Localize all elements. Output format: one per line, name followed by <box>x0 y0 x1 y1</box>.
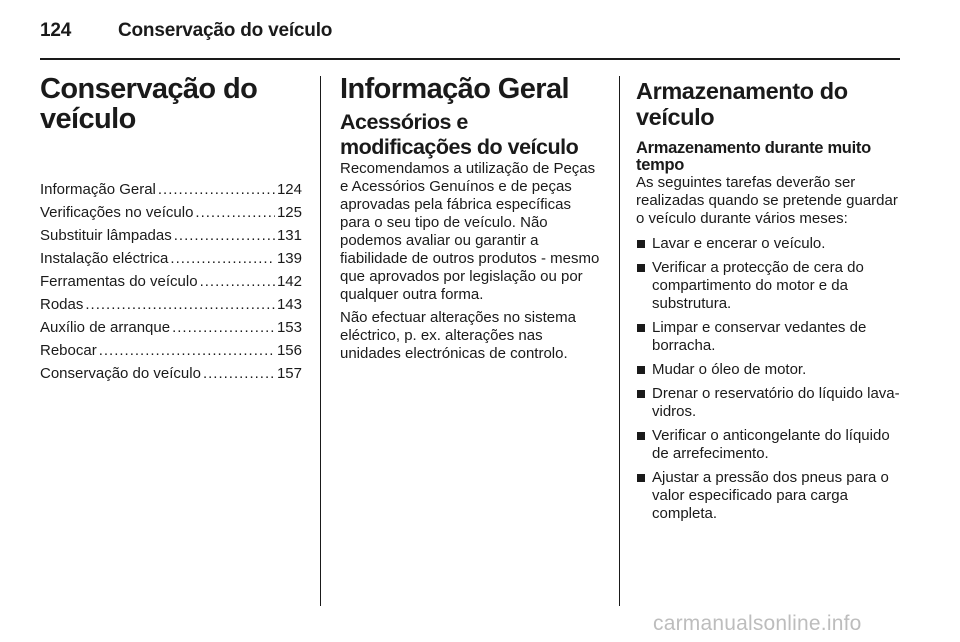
toc-leader <box>170 247 275 270</box>
chapter-title: Conservação do veículo <box>40 73 258 135</box>
column-divider-right <box>619 76 620 606</box>
toc-leader <box>172 316 275 339</box>
list-item <box>636 469 900 523</box>
toc-label: Conservação do veículo <box>40 365 201 382</box>
task-list <box>636 235 900 523</box>
toc-page: 139 <box>276 250 302 267</box>
bullet-square-icon <box>637 366 645 374</box>
toc-page: 142 <box>276 273 302 290</box>
bullet-square-icon <box>637 264 645 272</box>
column-contents <box>40 74 302 401</box>
bullet-square-icon <box>637 432 645 440</box>
toc-page: 131 <box>276 227 302 244</box>
intro-paragraph: As seguintes tarefas deverão ser realizadas quando se pretende guardar o veículo durante vários meses: <box>636 174 898 227</box>
subsection-title: Acessórios e modificações do veículo <box>340 110 579 159</box>
toc-page: 125 <box>276 204 302 221</box>
toc-label: Ferramentas do veículo <box>40 273 198 290</box>
toc-leader <box>85 293 275 316</box>
toc-page: 143 <box>276 296 302 313</box>
paragraph: Recomendamos a utilização de Peças e Acessórios Genuínos e de peças aprovadas pela fábrica específicas para o seu tipo de veículo. Não podemos avaliar ou garantir a fiabilidade de outros produtos - mesmo que aprovados por legislação ou por qualquer outra forma. <box>340 160 600 303</box>
bullet-square-icon <box>637 390 645 398</box>
toc-label: Substituir lâmpadas <box>40 227 172 244</box>
list-item-text: Limpar e conservar vedantes de borracha. <box>652 319 867 354</box>
bullet-square-icon <box>637 240 645 248</box>
toc-entry[interactable] <box>40 339 302 362</box>
toc-label: Verificações no veículo <box>40 204 194 221</box>
list-item-text: Lavar e encerar o veículo. <box>652 235 826 252</box>
header-section-title: Conservação do veículo <box>118 20 333 41</box>
list-item <box>636 361 900 379</box>
subsection-title: Armazenamento durante muito tempo <box>636 139 871 174</box>
list-item-text: Drenar o reservatório do líquido lava-vidros. <box>652 385 900 420</box>
toc-page: 157 <box>276 365 302 382</box>
toc-page: 153 <box>276 319 302 336</box>
toc-entry[interactable] <box>40 247 302 270</box>
toc-page: 156 <box>276 342 302 359</box>
column-general-info <box>340 74 604 363</box>
list-item-text: Ajustar a pressão dos pneus para o valor especificado para carga completa. <box>652 469 889 522</box>
list-item <box>636 259 900 313</box>
toc-entry[interactable] <box>40 316 302 339</box>
toc-leader <box>200 270 275 293</box>
list-item-text: Mudar o óleo de motor. <box>652 361 807 378</box>
list-item-text: Verificar a protecção de cera do compartimento do motor e da substrutura. <box>652 259 864 312</box>
toc-label: Auxílio de arranque <box>40 319 171 336</box>
toc-entry[interactable] <box>40 224 302 247</box>
page-number: 124 <box>40 20 72 41</box>
column-divider-left <box>320 76 321 606</box>
toc-entry[interactable] <box>40 293 302 316</box>
toc-leader <box>195 201 275 224</box>
toc-page: 124 <box>276 181 302 198</box>
toc-entry[interactable] <box>40 201 302 224</box>
column-storage <box>636 74 900 529</box>
list-item-text: Verificar o anticongelante do líquido de arrefecimento. <box>652 427 890 462</box>
list-item <box>636 427 900 463</box>
list-item <box>636 385 900 421</box>
bullet-square-icon <box>637 474 645 482</box>
bullet-square-icon <box>637 324 645 332</box>
toc-entry[interactable] <box>40 270 302 293</box>
toc-leader <box>158 178 275 201</box>
toc-label: Instalação eléctrica <box>40 250 169 267</box>
toc-label: Rodas <box>40 296 84 313</box>
paragraph: Não efectuar alterações no sistema eléctrico, p. ex. alterações nas unidades electrónicas de controlo. <box>340 309 576 362</box>
header-rule <box>40 58 900 60</box>
toc-leader <box>99 339 275 362</box>
table-of-contents <box>40 178 302 385</box>
toc-leader <box>174 224 275 247</box>
watermark: carmanualsonline.info <box>653 612 862 635</box>
toc-label: Informação Geral <box>40 181 156 198</box>
section-title: Informação Geral <box>340 73 569 105</box>
toc-entry[interactable] <box>40 362 302 385</box>
section-title: Armazenamento do veículo <box>636 78 848 130</box>
toc-entry[interactable] <box>40 178 302 201</box>
list-item <box>636 319 900 355</box>
toc-label: Rebocar <box>40 342 97 359</box>
toc-leader <box>203 362 275 385</box>
list-item <box>636 235 900 253</box>
